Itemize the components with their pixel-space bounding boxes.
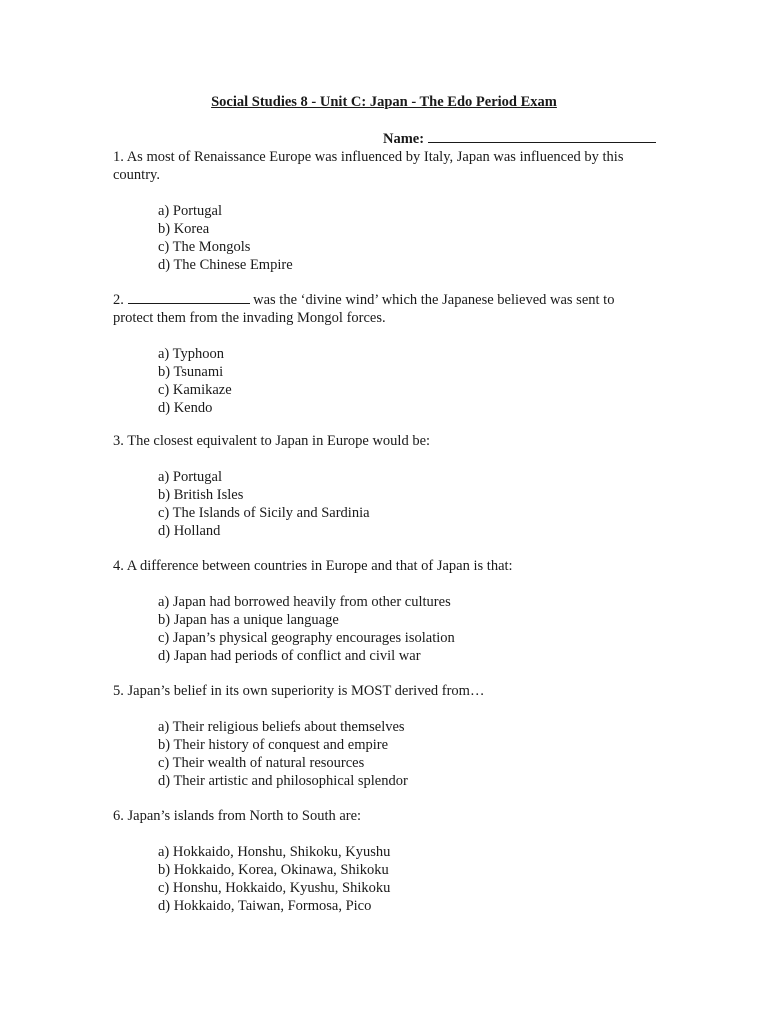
option-a: a) Their religious beliefs about themselves bbox=[158, 719, 405, 735]
name-blank-line[interactable] bbox=[428, 128, 656, 143]
option-c: c) The Mongols bbox=[158, 239, 251, 255]
option-c: c) Japan’s physical geography encourages isolation bbox=[158, 630, 455, 646]
option-d: d) The Chinese Empire bbox=[158, 257, 293, 273]
option-c: c) Kamikaze bbox=[158, 382, 232, 398]
question-4 bbox=[113, 557, 658, 665]
answer-blank-line[interactable] bbox=[128, 289, 250, 304]
answer-options bbox=[113, 718, 658, 790]
question-text: 1. As most of Renaissance Europe was influenced by Italy, Japan was influenced by this country. bbox=[113, 149, 624, 183]
option-d: d) Their artistic and philosophical splendor bbox=[158, 773, 408, 789]
question-text: 5. Japan’s belief in its own superiority is MOST derived from… bbox=[113, 683, 485, 699]
answer-options bbox=[113, 468, 658, 540]
question-text bbox=[113, 289, 658, 327]
option-b: b) Tsunami bbox=[158, 364, 224, 380]
name-field bbox=[383, 128, 656, 148]
option-a: a) Japan had borrowed heavily from other cultures bbox=[158, 594, 451, 610]
answer-options bbox=[113, 843, 658, 915]
answer-options bbox=[113, 202, 658, 274]
option-b: b) Japan has a unique language bbox=[158, 612, 339, 628]
option-c: c) Their wealth of natural resources bbox=[158, 755, 365, 771]
option-b: b) British Isles bbox=[158, 487, 244, 503]
option-b: b) Korea bbox=[158, 221, 210, 237]
option-d: d) Japan had periods of conflict and civil war bbox=[158, 648, 421, 664]
option-a: a) Hokkaido, Honshu, Shikoku, Kyushu bbox=[158, 844, 391, 860]
question-5 bbox=[113, 682, 658, 790]
option-d: d) Hokkaido, Taiwan, Formosa, Pico bbox=[158, 898, 372, 914]
option-c: c) Honshu, Hokkaido, Kyushu, Shikoku bbox=[158, 880, 391, 896]
exam-title: Social Studies 8 - Unit C: Japan - The Edo Period Exam bbox=[211, 94, 557, 110]
option-a: a) Portugal bbox=[158, 203, 223, 219]
option-c: c) The Islands of Sicily and Sardinia bbox=[158, 505, 370, 521]
question-3 bbox=[113, 432, 658, 540]
answer-options bbox=[113, 593, 658, 665]
question-2 bbox=[113, 289, 658, 417]
option-a: a) Portugal bbox=[158, 469, 223, 485]
name-label: Name: bbox=[383, 131, 425, 147]
question-text: 3. The closest equivalent to Japan in Europe would be: bbox=[113, 433, 431, 449]
question-number: 2. bbox=[113, 292, 128, 308]
option-d: d) Holland bbox=[158, 523, 221, 539]
option-b: b) Their history of conquest and empire bbox=[158, 737, 389, 753]
answer-options bbox=[113, 345, 658, 417]
question-text: 6. Japan’s islands from North to South are: bbox=[113, 808, 362, 824]
option-d: d) Kendo bbox=[158, 400, 213, 416]
option-b: b) Hokkaido, Korea, Okinawa, Shikoku bbox=[158, 862, 389, 878]
question-body: was the ‘divine wind’ which the Japanese believed was sent to protect them from the invading Mongol forces. bbox=[113, 292, 615, 326]
question-text: 4. A difference between countries in Europe and that of Japan is that: bbox=[113, 558, 513, 574]
option-a: a) Typhoon bbox=[158, 346, 224, 362]
question-6 bbox=[113, 807, 658, 915]
question-1 bbox=[113, 148, 658, 274]
